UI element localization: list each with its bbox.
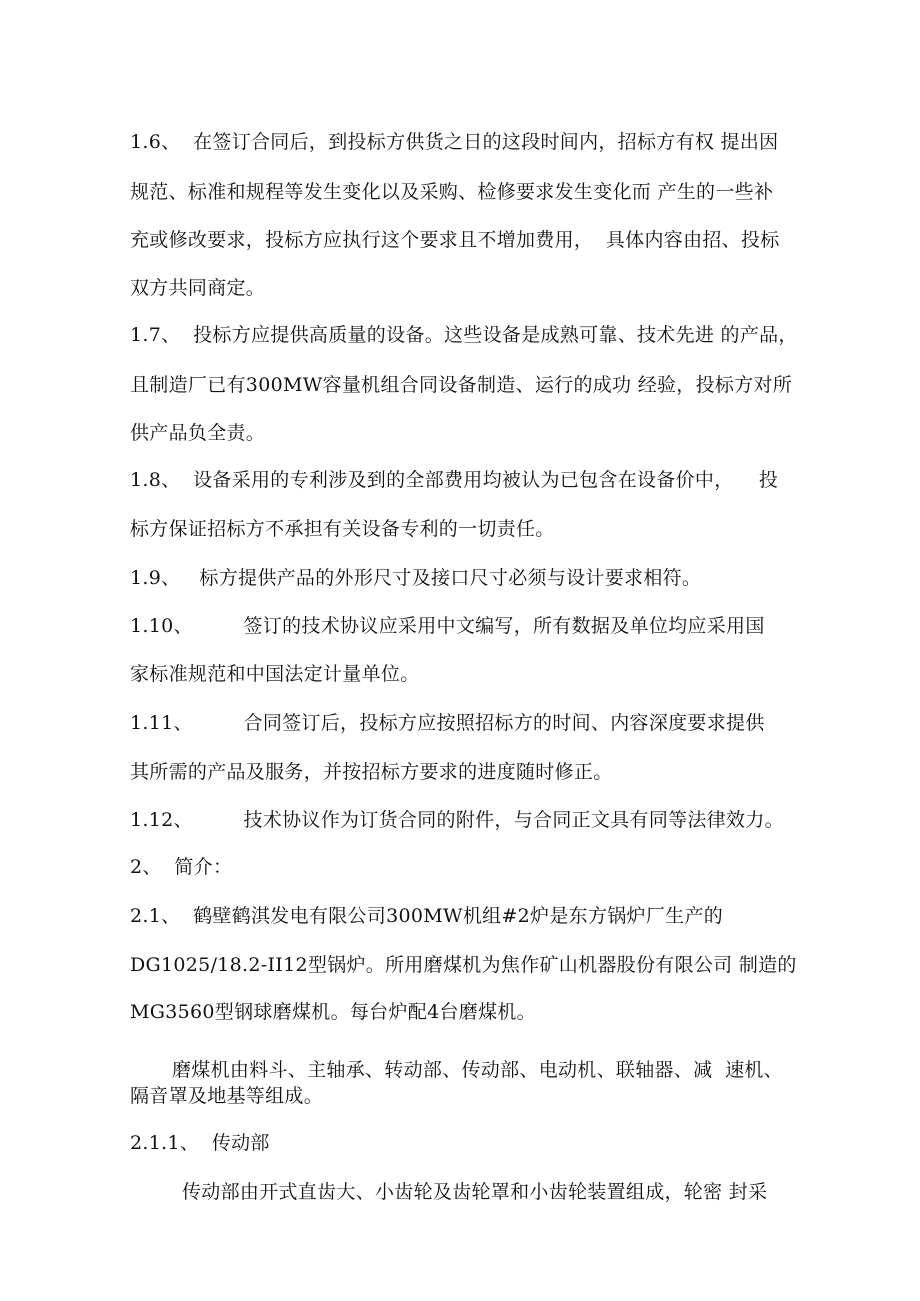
paragraph-mill-components-line-1: 磨煤机由料斗、主轴承、转动部、传动部、电动机、联轴器、减 速机、 — [172, 1059, 783, 1081]
clause-1-7-line-1: 1.7、 投标方应提供高质量的设备。这些设备是成熟可靠、技术先进 的产品， — [130, 324, 798, 346]
clause-1-8-line-1: 1.8、 设备采用的专利涉及到的全部费用均被认为已包含在设备价中， 投 — [130, 469, 779, 491]
clause-1-6-line-3: 充或修改要求，投标方应执行这个要求且不增加费用， 具体内容由招、投标 — [130, 229, 780, 251]
clause-1-10-line-1: 1.10、 签订的技术协议应采用中文编写，所有数据及单位均应采用国 — [130, 615, 765, 637]
clause-1-11-line-1: 1.11、 合同签订后，投标方应按照招标方的时间、内容深度要求提供 — [130, 712, 765, 734]
clause-1-9-line-1: 1.9、 标方提供产品的外形尺寸及接口尺寸必须与设计要求相符。 — [130, 567, 702, 589]
paragraph-drive-line-1: 传动部由开式直齿大、小齿轮及齿轮罩和小齿轮装置组成，轮密 封采 — [182, 1181, 768, 1203]
clause-1-6-line-1: 1.6、 在签订合同后，到投标方供货之日的这段时间内，招标方有权 提出因 — [130, 131, 779, 153]
section-2-heading: 2、 简介： — [130, 856, 233, 878]
clause-1-11-line-2: 其所需的产品及服务，并按招标方要求的进度随时修正。 — [130, 761, 613, 783]
clause-2-1-line-3: MG3560型钢球磨煤机。每台炉配4台磨煤机。 — [130, 1001, 536, 1023]
clause-2-1-1-heading: 2.1.1、 传动部 — [130, 1132, 270, 1154]
clause-1-6-line-4: 双方共同商定。 — [130, 277, 266, 299]
clause-1-7-line-2: 且制造厂已有300MW容量机组合同设备制造、运行的成功 经验，投标方对所 — [130, 374, 793, 396]
clause-1-8-line-2: 标方保证招标方不承担有关设备专利的一切责任。 — [130, 518, 555, 540]
clause-1-7-line-3: 供产品负全责。 — [130, 422, 266, 444]
clause-1-12-line-1: 1.12、 技术协议作为订货合同的附件，与合同正文具有同等法律效力。 — [130, 809, 784, 831]
clause-2-1-line-2: DG1025/18.2-II12型锅炉。所用磨煤机为焦作矿山机器股份有限公司 制造的 — [130, 954, 797, 976]
clause-1-10-line-2: 家标准规范和中国法定计量单位。 — [130, 663, 420, 685]
clause-1-6-line-2: 规范、标准和规程等发生变化以及采购、检修要求发生变化而 产生的一些补 — [130, 181, 774, 203]
paragraph-mill-components-line-2: 隔音罩及地基等组成。 — [130, 1085, 324, 1107]
clause-2-1-line-1: 2.1、 鹤壁鹤淇发电有限公司300MW机组#2炉是东方锅炉厂生产的 — [130, 905, 724, 927]
